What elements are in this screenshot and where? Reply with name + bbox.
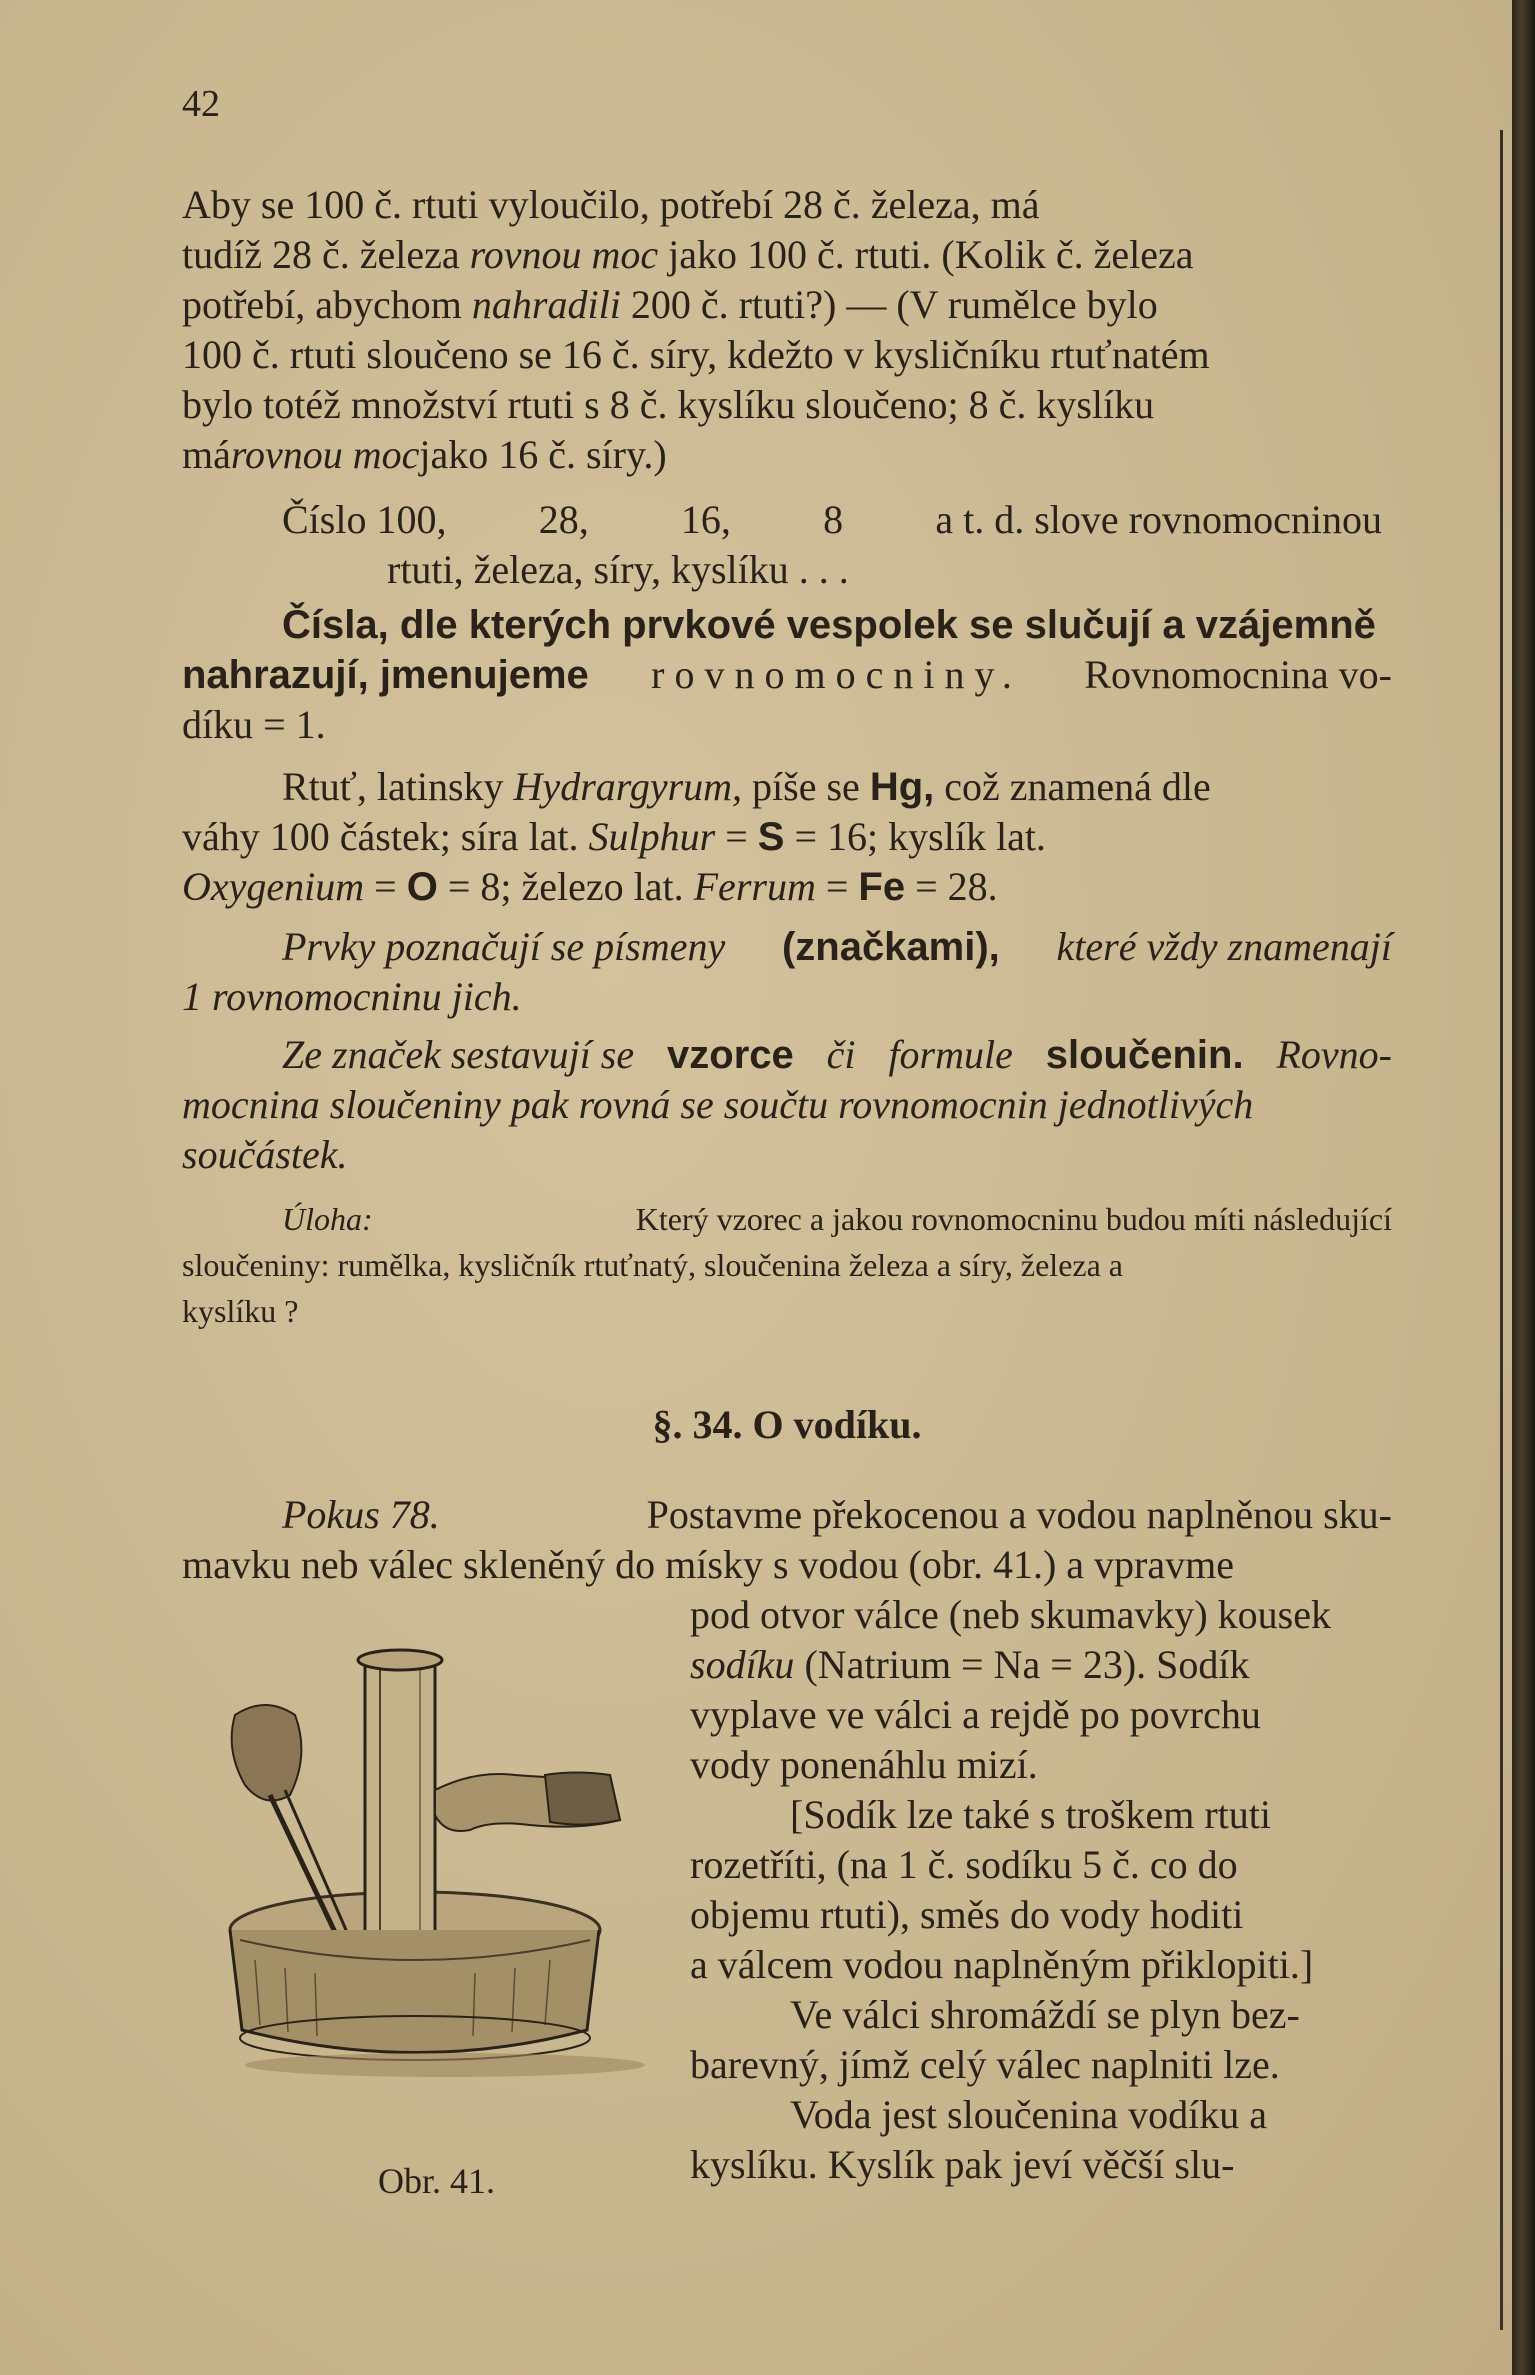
- rtut-paragraph: [182, 762, 1392, 912]
- cislo-row: Číslo 100, 28, 16, 8 a t. d. slove rovnomocninou: [282, 497, 1382, 542]
- text-line: součástek.: [182, 1132, 348, 1177]
- text-line: má rovnou moc jako 16 č. síry.): [182, 432, 667, 477]
- text-line: Ve válci shromáždí se plyn bez-: [790, 1992, 1300, 2037]
- text-line: potřebí, abychom nahradili 200 č. rtuti?) — (V rumělce bylo: [182, 282, 1158, 327]
- cislo-row-2: rtuti, železa, síry, kyslíku . . .: [387, 547, 849, 592]
- text-line: Oxygenium = O = 8; železo lat. Ferrum = Fe = 28.: [182, 864, 998, 909]
- ze-znacek-paragraph: [182, 1030, 1392, 1180]
- text-line: Aby se 100 č. rtuti vyloučilo, potřebí 28 č. železa, má: [182, 182, 1040, 227]
- text-line: 1 rovnomocninu jich.: [182, 974, 522, 1019]
- text-line: nahrazují, jmenujeme rovnomocniny. Rovnomocnina vo-: [182, 652, 1392, 697]
- text-line: kyslíku. Kyslík pak jeví věčší slu-: [690, 2142, 1235, 2187]
- text-line: barevný, jímž celý válec naplniti lze.: [690, 2042, 1280, 2087]
- text-line: Ze značek sestavují se vzorce či formule sloučenin. Rovno-: [282, 1032, 1392, 1077]
- cislo-block: [182, 495, 1392, 595]
- prvky-paragraph: [182, 922, 1392, 1022]
- definition-paragraph: [182, 600, 1392, 750]
- text-line: mocnina sloučeniny pak rovná se součtu rovnomocnin jednotlivých: [182, 1082, 1254, 1127]
- text-line: sodíku (Natrium = Na = 23). Sodík: [690, 1642, 1250, 1687]
- text-line: sloučeniny: rumělka, kysličník rtuťnatý, sloučenina železa a síry, železa a: [182, 1247, 1123, 1283]
- text-line: bylo totéž množství rtuti s 8 č. kyslíku sloučeno; 8 č. kyslíku: [182, 382, 1155, 427]
- figure-41-illustration: [215, 1560, 675, 2080]
- text-line: rozetříti, (na 1 č. sodíku 5 č. co do: [690, 1842, 1238, 1887]
- text-line: Úloha: Který vzorec a jakou rovnomocninu budou míti následující: [282, 1201, 1392, 1237]
- text-line: Čísla, dle kterých prvkové vespolek se slučují a vzájemně: [282, 603, 1376, 647]
- right-text-column: [690, 1590, 1390, 2190]
- glass-cylinder-engraving: [215, 1560, 675, 2080]
- page-number: 42: [182, 83, 220, 125]
- book-spine-edge: [1512, 0, 1535, 2375]
- text-line: díku = 1.: [182, 702, 326, 747]
- text-line: [Sodík lze také s troškem rtuti: [790, 1792, 1272, 1837]
- text-line: vody ponenáhlu mizí.: [690, 1742, 1038, 1787]
- text-line: a válcem vodou naplněným přiklopiti.]: [690, 1942, 1314, 1987]
- text-line: pod otvor válce (neb skumavky) kousek: [690, 1592, 1331, 1637]
- text-line: mavku neb válec skleněný do mísky s vodou (obr. 41.) a vpravme: [182, 1542, 1234, 1587]
- text-line: Rtuť, latinsky Hydrargyrum, píše se Hg, což znamená dle: [282, 764, 1211, 809]
- text-line: objemu rtuti), směs do vody hoditi: [690, 1892, 1244, 1937]
- uloha-paragraph: [182, 1196, 1392, 1334]
- text-line: váhy 100 částek; síra lat. Sulphur = S = 16; kyslík lat.: [182, 814, 1046, 859]
- page-edge-line: [1500, 130, 1503, 2330]
- figure-caption: Obr. 41.: [378, 2161, 495, 2201]
- text-line: Voda jest sloučenina vodíku a: [790, 2092, 1267, 2137]
- text-line: tudíž 28 č. železa rovnou moc jako 100 č. rtuti. (Kolik č. železa: [182, 232, 1194, 277]
- text-line: vyplave ve válci a rejdě po povrchu: [690, 1692, 1261, 1737]
- text-line: 100 č. rtuti sloučeno se 16 č. síry, kdežto v kysličníku rtuťnatém: [182, 332, 1210, 377]
- paragraph-1: [182, 180, 1392, 480]
- section-heading: §. 34. O vodíku.: [652, 1402, 922, 1447]
- text-line: Prvky poznačují se písmeny (značkami), které vždy znamenají: [282, 924, 1392, 969]
- text-line: kyslíku ?: [182, 1293, 299, 1329]
- text-line: Pokus 78. Postavme překocenou a vodou naplněnou sku-: [282, 1492, 1392, 1537]
